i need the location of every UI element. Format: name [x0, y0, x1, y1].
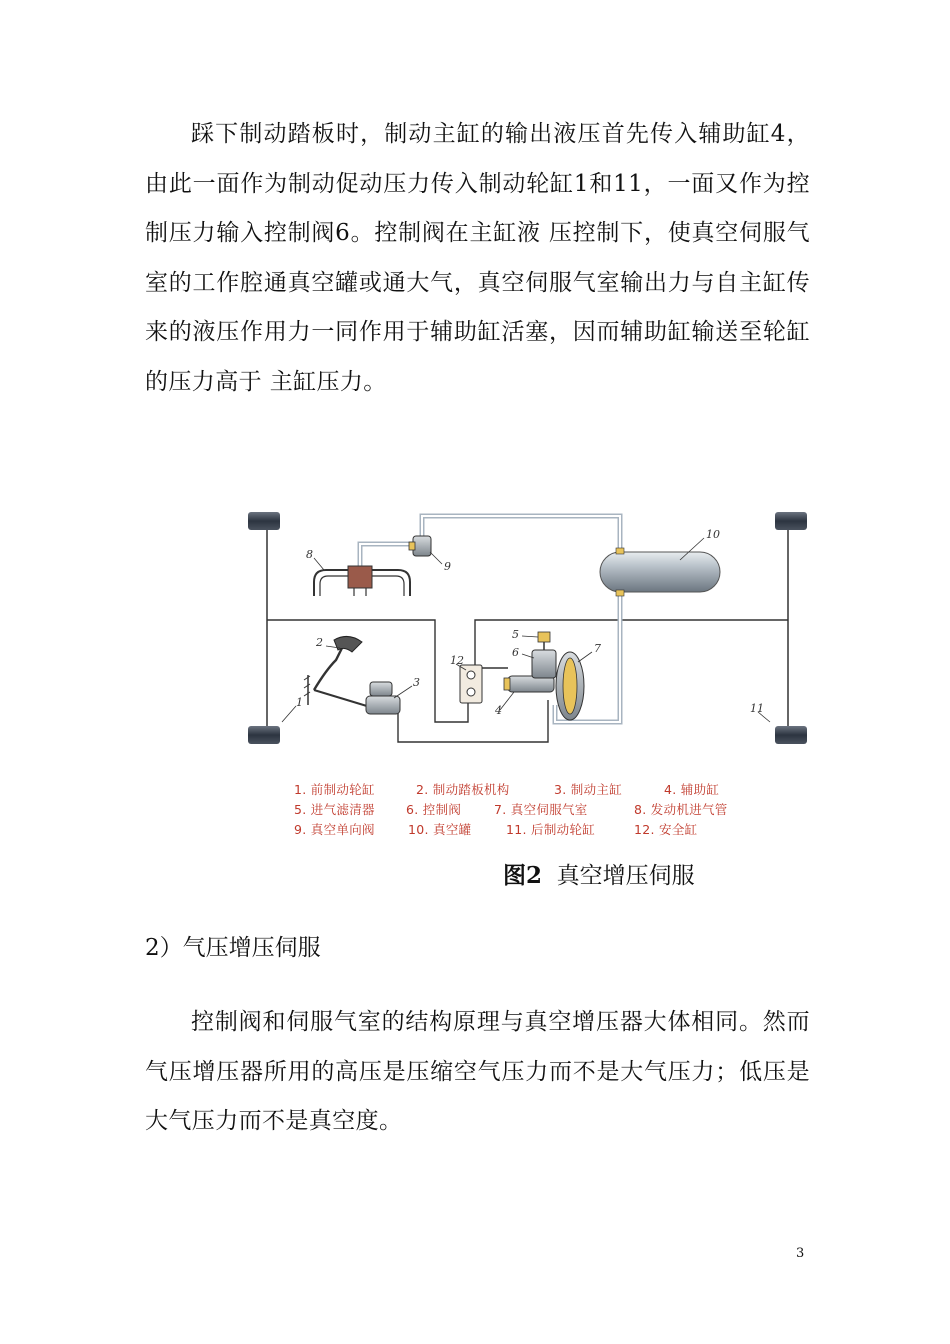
- rear-wheel-top: [775, 512, 807, 530]
- callout-5: 5: [512, 628, 519, 641]
- callout-4: 4: [495, 704, 502, 717]
- figure-caption: [503, 858, 695, 894]
- intake-block: [348, 566, 372, 588]
- brake-pedal-pad: [334, 636, 362, 652]
- figure-vacuum-booster-diagram: [230, 500, 820, 845]
- callout-1: 1: [296, 696, 303, 709]
- callout-3: 3: [413, 676, 420, 689]
- legend-item-3: 3. 制动主缸: [554, 782, 622, 797]
- callout-8: 8: [306, 548, 313, 561]
- rear-wheel-bottom: [775, 726, 807, 744]
- hydraulic-line-rear: [475, 620, 788, 668]
- legend-item-4: 4. 辅助缸: [664, 782, 720, 797]
- callout-6: 6: [512, 646, 519, 659]
- vacuum-tank: [600, 552, 720, 592]
- section-heading: 2）气压增压伺服: [145, 935, 321, 961]
- page-number: 3: [796, 1246, 805, 1261]
- paragraph-air-booster: 控制阀和伺服气室的结构原理与真空增压器大体相同。然而气压增压器所用的高压是压缩空气压力而不是大气压力；低压是大气压力而不是真空度。: [145, 1009, 810, 1134]
- callout-12: 12: [450, 654, 464, 667]
- legend-item-11: 11. 后制动轮缸: [506, 822, 596, 837]
- legend-item-2: 2. 制动踏板机构: [416, 782, 510, 797]
- callout-9: 9: [444, 560, 451, 573]
- air-filter: [538, 632, 550, 642]
- vacuum-pipe-check-tank: [422, 516, 620, 552]
- legend-item-12: 12. 安全缸: [634, 822, 698, 837]
- legend-item-1: 1. 前制动轮缸: [294, 782, 375, 797]
- legend-item-6: 6. 控制阀: [406, 802, 462, 817]
- callout-11: 11: [750, 702, 764, 715]
- legend-item-8: 8. 发动机进气管: [634, 802, 728, 817]
- figure-caption-number: 图2: [503, 862, 543, 889]
- master-cylinder: [366, 696, 400, 714]
- master-cylinder-line: [398, 700, 548, 742]
- callout-7: 7: [594, 642, 601, 655]
- front-wheel-bottom: [248, 726, 280, 744]
- figure-caption-text: 真空增压伺服: [556, 863, 695, 889]
- callout-10: 10: [706, 528, 720, 541]
- callout-2: 2: [316, 636, 323, 649]
- legend-item-9: 9. 真空单向阀: [294, 822, 375, 837]
- legend-item-10: 10. 真空罐: [408, 822, 472, 837]
- vacuum-check-valve: [413, 536, 431, 556]
- vacuum-pipe-check-tank-inner: [422, 516, 620, 552]
- legend-item-7: 7. 真空伺服气室: [494, 802, 588, 817]
- front-wheel-top: [248, 512, 280, 530]
- paragraph-vacuum-booster-principle: 踩下制动踏板时，制动主缸的输出液压首先传入辅助缸4，由此一面作为制动促动压力传入制动轮缸1和11，一面又作为控制压力输入控制阀6。控制阀在主缸液 压控制下，使真空伺服气室的工作腔通真空罐或通大气，真空伺服气室输出力与自主缸传来的液压作用力一同作用于辅助缸活塞，因而辅助缸输送至轮缸的压力高于 主缸压力。: [145, 121, 810, 395]
- control-valve: [532, 650, 556, 678]
- figure-legend: [294, 782, 728, 837]
- legend-item-5: 5. 进气滤清器: [294, 802, 375, 817]
